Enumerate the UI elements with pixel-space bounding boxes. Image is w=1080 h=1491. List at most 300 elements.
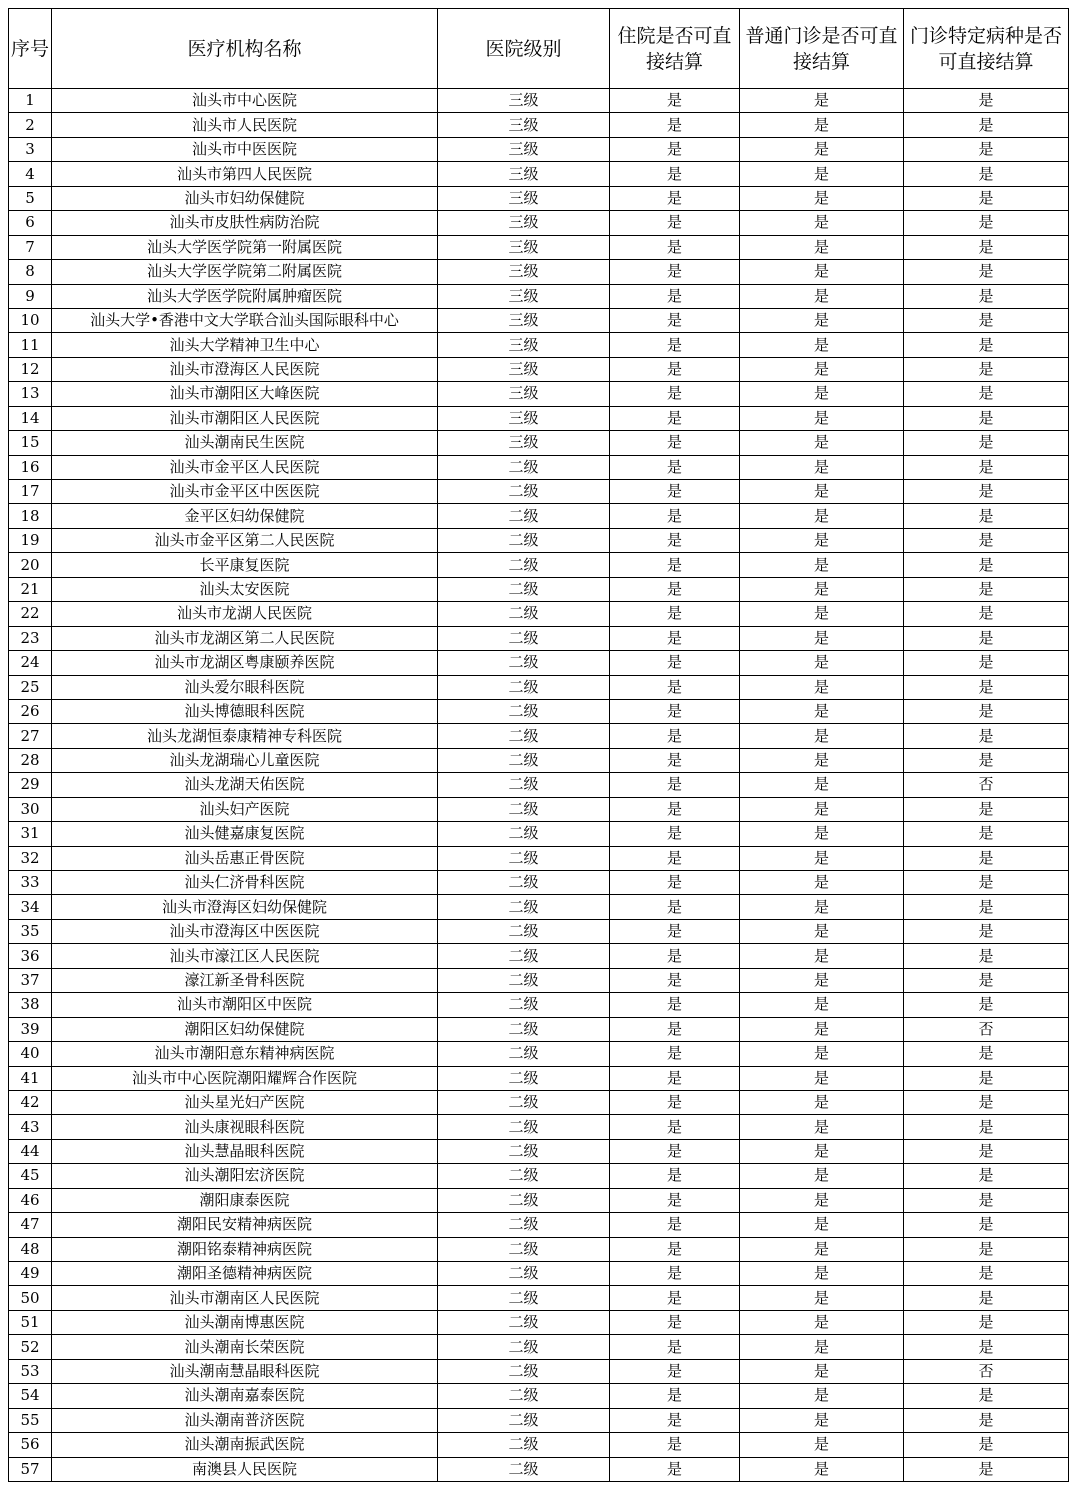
cell-institution-name: 汕头龙湖恒泰康精神专科医院 [52,724,438,748]
cell-outpatient-settlement: 是 [740,577,904,601]
cell-special-disease-settlement: 是 [904,1237,1069,1261]
cell-special-disease-settlement: 是 [904,1457,1069,1481]
table-row [9,504,1069,528]
table-row [9,1310,1069,1334]
cell-institution-name: 汕头慧晶眼科医院 [52,1139,438,1163]
cell-serial-number: 44 [9,1139,52,1163]
table-row [9,968,1069,992]
cell-inpatient-settlement: 是 [610,1408,740,1432]
cell-special-disease-settlement: 是 [904,993,1069,1017]
cell-serial-number: 52 [9,1335,52,1359]
table-row [9,406,1069,430]
cell-serial-number: 51 [9,1310,52,1334]
cell-hospital-level: 二级 [438,895,610,919]
cell-special-disease-settlement: 是 [904,699,1069,723]
cell-hospital-level: 二级 [438,675,610,699]
cell-hospital-level: 二级 [438,455,610,479]
cell-serial-number: 29 [9,773,52,797]
cell-inpatient-settlement: 是 [610,1164,740,1188]
cell-hospital-level: 二级 [438,1042,610,1066]
table-row [9,846,1069,870]
cell-special-disease-settlement: 是 [904,1066,1069,1090]
table-row [9,944,1069,968]
table-row [9,333,1069,357]
cell-hospital-level: 二级 [438,773,610,797]
cell-serial-number: 33 [9,871,52,895]
cell-institution-name: 汕头市金平区中医医院 [52,480,438,504]
cell-hospital-level: 二级 [438,1359,610,1383]
cell-special-disease-settlement: 是 [904,602,1069,626]
cell-outpatient-settlement: 是 [740,89,904,113]
table-row [9,1457,1069,1481]
cell-serial-number: 38 [9,993,52,1017]
cell-inpatient-settlement: 是 [610,333,740,357]
table-row [9,748,1069,772]
cell-institution-name: 南澳县人民医院 [52,1457,438,1481]
table-row [9,675,1069,699]
cell-institution-name: 汕头星光妇产医院 [52,1090,438,1114]
cell-outpatient-settlement: 是 [740,1066,904,1090]
cell-outpatient-settlement: 是 [740,357,904,381]
cell-institution-name: 汕头潮南普济医院 [52,1408,438,1432]
cell-inpatient-settlement: 是 [610,455,740,479]
cell-inpatient-settlement: 是 [610,504,740,528]
cell-institution-name: 汕头市中心医院潮阳耀辉合作医院 [52,1066,438,1090]
cell-outpatient-settlement: 是 [740,748,904,772]
cell-hospital-level: 二级 [438,1408,610,1432]
cell-hospital-level: 二级 [438,944,610,968]
cell-outpatient-settlement: 是 [740,1384,904,1408]
cell-outpatient-settlement: 是 [740,1042,904,1066]
cell-institution-name: 汕头龙湖瑞心儿童医院 [52,748,438,772]
cell-inpatient-settlement: 是 [610,993,740,1017]
hospital-settlement-table [8,8,1069,1482]
cell-hospital-level: 二级 [438,822,610,846]
cell-special-disease-settlement: 是 [904,137,1069,161]
cell-inpatient-settlement: 是 [610,382,740,406]
cell-special-disease-settlement: 是 [904,895,1069,919]
cell-hospital-level: 三级 [438,357,610,381]
cell-outpatient-settlement: 是 [740,1188,904,1212]
cell-hospital-level: 三级 [438,89,610,113]
cell-institution-name: 汕头潮南博惠医院 [52,1310,438,1334]
cell-hospital-level: 二级 [438,724,610,748]
cell-hospital-level: 三级 [438,431,610,455]
cell-special-disease-settlement: 是 [904,1335,1069,1359]
table-row [9,162,1069,186]
table-row [9,1433,1069,1457]
cell-inpatient-settlement: 是 [610,1286,740,1310]
cell-institution-name: 汕头市龙湖区粤康颐养医院 [52,651,438,675]
cell-inpatient-settlement: 是 [610,308,740,332]
cell-outpatient-settlement: 是 [740,1408,904,1432]
table-row [9,480,1069,504]
table-row [9,211,1069,235]
cell-special-disease-settlement: 是 [904,431,1069,455]
cell-serial-number: 10 [9,308,52,332]
table-row [9,724,1069,748]
cell-institution-name: 汕头市中医医院 [52,137,438,161]
cell-inpatient-settlement: 是 [610,626,740,650]
cell-institution-name: 汕头市潮阳区中医院 [52,993,438,1017]
cell-institution-name: 汕头市澄海区中医医院 [52,919,438,943]
cell-special-disease-settlement: 是 [904,797,1069,821]
cell-institution-name: 汕头潮南长荣医院 [52,1335,438,1359]
table-row [9,186,1069,210]
cell-special-disease-settlement: 是 [904,822,1069,846]
cell-inpatient-settlement: 是 [610,919,740,943]
cell-institution-name: 汕头市金平区人民医院 [52,455,438,479]
cell-outpatient-settlement: 是 [740,1090,904,1114]
cell-inpatient-settlement: 是 [610,1310,740,1334]
cell-outpatient-settlement: 是 [740,1433,904,1457]
cell-outpatient-settlement: 是 [740,162,904,186]
cell-institution-name: 潮阳区妇幼保健院 [52,1017,438,1041]
cell-outpatient-settlement: 是 [740,846,904,870]
cell-special-disease-settlement: 是 [904,1164,1069,1188]
cell-institution-name: 汕头市澄海区妇幼保健院 [52,895,438,919]
cell-hospital-level: 三级 [438,235,610,259]
table-row [9,1188,1069,1212]
cell-serial-number: 5 [9,186,52,210]
cell-institution-name: 汕头市龙湖人民医院 [52,602,438,626]
cell-outpatient-settlement: 是 [740,260,904,284]
cell-hospital-level: 二级 [438,1090,610,1114]
cell-special-disease-settlement: 否 [904,773,1069,797]
cell-inpatient-settlement: 是 [610,871,740,895]
cell-serial-number: 45 [9,1164,52,1188]
cell-special-disease-settlement: 是 [904,675,1069,699]
cell-inpatient-settlement: 是 [610,651,740,675]
cell-serial-number: 39 [9,1017,52,1041]
cell-outpatient-settlement: 是 [740,284,904,308]
cell-serial-number: 24 [9,651,52,675]
cell-hospital-level: 三级 [438,284,610,308]
cell-special-disease-settlement: 是 [904,846,1069,870]
cell-hospital-level: 二级 [438,1433,610,1457]
cell-inpatient-settlement: 是 [610,699,740,723]
cell-special-disease-settlement: 是 [904,1262,1069,1286]
cell-institution-name: 汕头潮南嘉泰医院 [52,1384,438,1408]
table-row [9,626,1069,650]
cell-special-disease-settlement: 是 [904,968,1069,992]
cell-outpatient-settlement: 是 [740,1286,904,1310]
cell-institution-name: 汕头市中心医院 [52,89,438,113]
cell-hospital-level: 二级 [438,1115,610,1139]
cell-inpatient-settlement: 是 [610,822,740,846]
cell-inpatient-settlement: 是 [610,577,740,601]
cell-inpatient-settlement: 是 [610,1188,740,1212]
cell-outpatient-settlement: 是 [740,871,904,895]
table-row [9,1237,1069,1261]
cell-special-disease-settlement: 是 [904,626,1069,650]
cell-special-disease-settlement: 是 [904,1310,1069,1334]
cell-special-disease-settlement: 是 [904,528,1069,552]
cell-hospital-level: 二级 [438,1139,610,1163]
cell-hospital-level: 二级 [438,553,610,577]
cell-institution-name: 金平区妇幼保健院 [52,504,438,528]
cell-institution-name: 汕头岳惠正骨医院 [52,846,438,870]
cell-outpatient-settlement: 是 [740,1237,904,1261]
cell-hospital-level: 二级 [438,919,610,943]
cell-hospital-level: 二级 [438,504,610,528]
cell-serial-number: 25 [9,675,52,699]
cell-hospital-level: 二级 [438,1335,610,1359]
table-row [9,699,1069,723]
cell-institution-name: 汕头市潮阳区大峰医院 [52,382,438,406]
cell-special-disease-settlement: 是 [904,1384,1069,1408]
cell-inpatient-settlement: 是 [610,186,740,210]
cell-serial-number: 32 [9,846,52,870]
cell-hospital-level: 二级 [438,1213,610,1237]
table-row [9,260,1069,284]
cell-serial-number: 13 [9,382,52,406]
cell-outpatient-settlement: 是 [740,968,904,992]
cell-outpatient-settlement: 是 [740,211,904,235]
cell-inpatient-settlement: 是 [610,1262,740,1286]
cell-outpatient-settlement: 是 [740,1139,904,1163]
cell-inpatient-settlement: 是 [610,748,740,772]
cell-institution-name: 汕头潮南慧晶眼科医院 [52,1359,438,1383]
cell-inpatient-settlement: 是 [610,944,740,968]
cell-hospital-level: 二级 [438,626,610,650]
cell-inpatient-settlement: 是 [610,1433,740,1457]
cell-institution-name: 汕头市金平区第二人民医院 [52,528,438,552]
cell-inpatient-settlement: 是 [610,724,740,748]
cell-outpatient-settlement: 是 [740,553,904,577]
cell-inpatient-settlement: 是 [610,1017,740,1041]
cell-outpatient-settlement: 是 [740,944,904,968]
cell-hospital-level: 二级 [438,1188,610,1212]
cell-inpatient-settlement: 是 [610,480,740,504]
cell-inpatient-settlement: 是 [610,1359,740,1383]
cell-hospital-level: 二级 [438,1262,610,1286]
cell-hospital-level: 二级 [438,651,610,675]
cell-hospital-level: 二级 [438,1457,610,1481]
cell-institution-name: 汕头市人民医院 [52,113,438,137]
cell-inpatient-settlement: 是 [610,1457,740,1481]
cell-outpatient-settlement: 是 [740,675,904,699]
cell-serial-number: 20 [9,553,52,577]
cell-special-disease-settlement: 是 [904,1433,1069,1457]
cell-serial-number: 35 [9,919,52,943]
table-row [9,235,1069,259]
cell-inpatient-settlement: 是 [610,211,740,235]
cell-inpatient-settlement: 是 [610,357,740,381]
cell-inpatient-settlement: 是 [610,1090,740,1114]
cell-inpatient-settlement: 是 [610,113,740,137]
cell-institution-name: 汕头妇产医院 [52,797,438,821]
cell-outpatient-settlement: 是 [740,724,904,748]
cell-serial-number: 7 [9,235,52,259]
cell-hospital-level: 三级 [438,382,610,406]
cell-hospital-level: 二级 [438,846,610,870]
cell-inpatient-settlement: 是 [610,1066,740,1090]
cell-hospital-level: 三级 [438,211,610,235]
cell-outpatient-settlement: 是 [740,113,904,137]
cell-special-disease-settlement: 是 [904,944,1069,968]
cell-hospital-level: 二级 [438,480,610,504]
cell-institution-name: 汕头市濠江区人民医院 [52,944,438,968]
cell-outpatient-settlement: 是 [740,651,904,675]
cell-inpatient-settlement: 是 [610,1237,740,1261]
cell-special-disease-settlement: 是 [904,162,1069,186]
cell-inpatient-settlement: 是 [610,406,740,430]
cell-hospital-level: 二级 [438,1286,610,1310]
cell-hospital-level: 二级 [438,993,610,1017]
cell-special-disease-settlement: 是 [904,284,1069,308]
cell-serial-number: 37 [9,968,52,992]
cell-special-disease-settlement: 是 [904,357,1069,381]
cell-inpatient-settlement: 是 [610,431,740,455]
cell-serial-number: 15 [9,431,52,455]
cell-outpatient-settlement: 是 [740,382,904,406]
cell-serial-number: 23 [9,626,52,650]
table-row [9,773,1069,797]
cell-serial-number: 26 [9,699,52,723]
table-row [9,822,1069,846]
cell-outpatient-settlement: 是 [740,431,904,455]
cell-inpatient-settlement: 是 [610,675,740,699]
cell-serial-number: 30 [9,797,52,821]
cell-institution-name: 汕头市澄海区人民医院 [52,357,438,381]
cell-institution-name: 汕头潮南民生医院 [52,431,438,455]
cell-hospital-level: 三级 [438,113,610,137]
table-row [9,113,1069,137]
cell-special-disease-settlement: 否 [904,1017,1069,1041]
cell-serial-number: 46 [9,1188,52,1212]
cell-institution-name: 汕头仁济骨科医院 [52,871,438,895]
cell-hospital-level: 三级 [438,186,610,210]
cell-serial-number: 11 [9,333,52,357]
cell-serial-number: 53 [9,1359,52,1383]
cell-hospital-level: 二级 [438,1310,610,1334]
cell-inpatient-settlement: 是 [610,553,740,577]
cell-serial-number: 55 [9,1408,52,1432]
cell-special-disease-settlement: 是 [904,1286,1069,1310]
table-row [9,528,1069,552]
cell-outpatient-settlement: 是 [740,455,904,479]
cell-serial-number: 43 [9,1115,52,1139]
cell-outpatient-settlement: 是 [740,822,904,846]
cell-special-disease-settlement: 是 [904,1213,1069,1237]
cell-serial-number: 14 [9,406,52,430]
cell-inpatient-settlement: 是 [610,602,740,626]
cell-special-disease-settlement: 是 [904,748,1069,772]
cell-institution-name: 汕头太安医院 [52,577,438,601]
cell-inpatient-settlement: 是 [610,797,740,821]
cell-outpatient-settlement: 是 [740,1213,904,1237]
cell-inpatient-settlement: 是 [610,1115,740,1139]
cell-institution-name: 潮阳圣德精神病医院 [52,1262,438,1286]
cell-serial-number: 18 [9,504,52,528]
cell-serial-number: 22 [9,602,52,626]
table-row [9,993,1069,1017]
cell-special-disease-settlement: 是 [904,455,1069,479]
cell-serial-number: 12 [9,357,52,381]
cell-inpatient-settlement: 是 [610,284,740,308]
cell-special-disease-settlement: 是 [904,1090,1069,1114]
cell-outpatient-settlement: 是 [740,480,904,504]
cell-serial-number: 36 [9,944,52,968]
cell-institution-name: 汕头市龙湖区第二人民医院 [52,626,438,650]
cell-serial-number: 41 [9,1066,52,1090]
cell-special-disease-settlement: 是 [904,382,1069,406]
cell-serial-number: 3 [9,137,52,161]
cell-inpatient-settlement: 是 [610,137,740,161]
table-row [9,1042,1069,1066]
cell-special-disease-settlement: 是 [904,1042,1069,1066]
cell-inpatient-settlement: 是 [610,1213,740,1237]
cell-serial-number: 8 [9,260,52,284]
cell-serial-number: 31 [9,822,52,846]
table-row [9,1286,1069,1310]
table-row [9,919,1069,943]
cell-inpatient-settlement: 是 [610,968,740,992]
cell-institution-name: 汕头龙湖天佑医院 [52,773,438,797]
table-row [9,651,1069,675]
cell-institution-name: 潮阳铭泰精神病医院 [52,1237,438,1261]
cell-outpatient-settlement: 是 [740,993,904,1017]
table-row [9,577,1069,601]
header-inpatient-settlement: 住院是否可直接结算 [610,9,740,89]
table-row [9,284,1069,308]
cell-outpatient-settlement: 是 [740,137,904,161]
cell-hospital-level: 二级 [438,871,610,895]
cell-outpatient-settlement: 是 [740,308,904,332]
table-row [9,797,1069,821]
cell-outpatient-settlement: 是 [740,235,904,259]
cell-serial-number: 48 [9,1237,52,1261]
cell-inpatient-settlement: 是 [610,846,740,870]
table-row [9,455,1069,479]
cell-hospital-level: 二级 [438,1164,610,1188]
cell-outpatient-settlement: 是 [740,333,904,357]
cell-hospital-level: 三级 [438,308,610,332]
cell-special-disease-settlement: 是 [904,1139,1069,1163]
cell-hospital-level: 三级 [438,162,610,186]
cell-special-disease-settlement: 是 [904,480,1069,504]
cell-serial-number: 27 [9,724,52,748]
cell-serial-number: 34 [9,895,52,919]
cell-special-disease-settlement: 是 [904,186,1069,210]
cell-hospital-level: 二级 [438,968,610,992]
cell-serial-number: 21 [9,577,52,601]
cell-institution-name: 汕头潮阳宏济医院 [52,1164,438,1188]
cell-institution-name: 濠江新圣骨科医院 [52,968,438,992]
cell-special-disease-settlement: 是 [904,260,1069,284]
cell-institution-name: 汕头潮南振武医院 [52,1433,438,1457]
cell-institution-name: 潮阳民安精神病医院 [52,1213,438,1237]
table-row [9,553,1069,577]
cell-institution-name: 潮阳康泰医院 [52,1188,438,1212]
table-row [9,1213,1069,1237]
cell-serial-number: 56 [9,1433,52,1457]
cell-outpatient-settlement: 是 [740,528,904,552]
table-row [9,1139,1069,1163]
cell-hospital-level: 二级 [438,1017,610,1041]
table-row [9,89,1069,113]
cell-institution-name: 汕头大学•香港中文大学联合汕头国际眼科中心 [52,308,438,332]
cell-special-disease-settlement: 是 [904,724,1069,748]
cell-inpatient-settlement: 是 [610,260,740,284]
cell-outpatient-settlement: 是 [740,1457,904,1481]
table-row [9,1017,1069,1041]
cell-inpatient-settlement: 是 [610,235,740,259]
cell-institution-name: 汕头市潮阳意东精神病医院 [52,1042,438,1066]
cell-outpatient-settlement: 是 [740,919,904,943]
cell-outpatient-settlement: 是 [740,1310,904,1334]
